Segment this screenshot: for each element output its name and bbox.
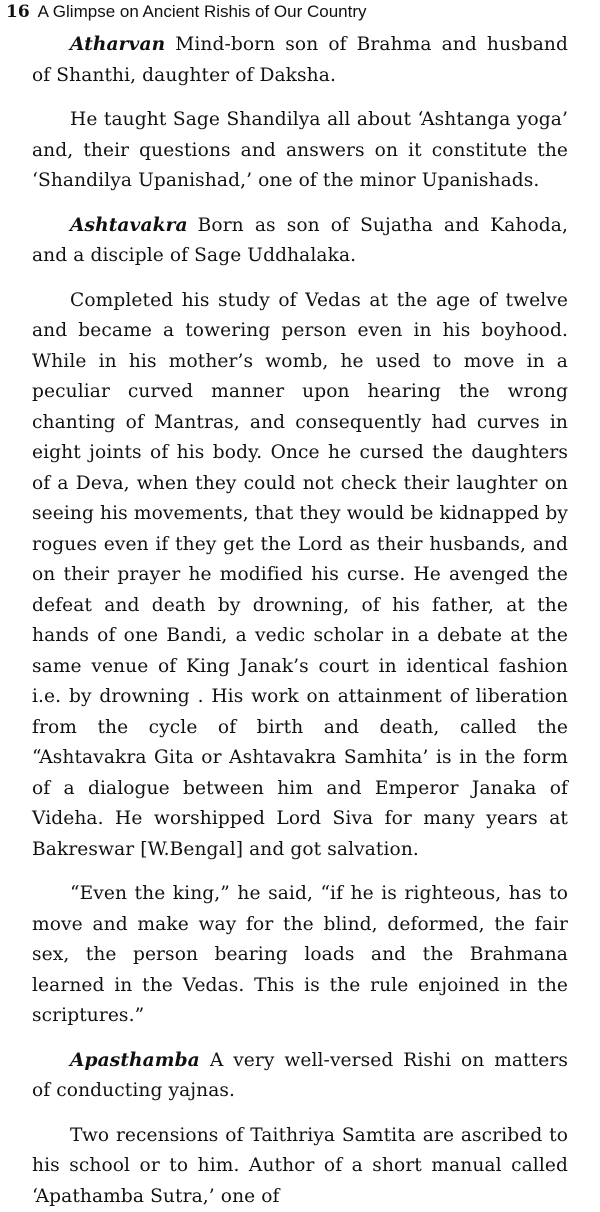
entry-term-atharvan: Atharvan xyxy=(70,34,165,55)
paragraph-text: Completed his study of Vedas at the age of twelve and became a towering person even in his boyhood. While in his mother’s womb, he used to move in a peculiar curved manner upon hearing the wrong chanting of Mantras, and consequently had curves in eight joints of his body. Once he cursed the daughters of a Deva, when they could not check their laughter on seeing his movements, that they would be kidnapped by rogues even if they get the Lord as their husbands, and on their prayer he modified his curse. He avenged the defeat and death by drowning, of his father, at the hands of one Bandi, a vedic scholar in a debate at the same venue of King Janak’s court in identical fashion i.e. by drowning . His work on attainment of liberation from the cycle of birth and death, called the “Ashtavakra Gita or Ashtavakra Samhita’ is in the form of a dialogue between him and Emperor Janaka of Videha. He worshipped Lord Siva for many years at Bakreswar [W.Bengal] and got salvation. xyxy=(32,290,568,860)
entry-term-apasthamba: Apasthamba xyxy=(70,1050,200,1071)
body-paragraph xyxy=(32,1121,568,1212)
entry-paragraph-apasthamba xyxy=(32,1046,568,1107)
paragraph-text: Mind-born son of Brahma and husband of Shanthi, daughter of Daksha. xyxy=(32,34,568,86)
body-paragraph xyxy=(32,286,568,866)
page-number: 16 xyxy=(6,2,30,22)
paragraph-text: A very well-versed Rishi on matters of conducting yajnas. xyxy=(32,1050,568,1102)
paragraph-text: Born as son of Sujatha and Kahoda, and a disciple of Sage Uddhalaka. xyxy=(32,215,568,267)
entry-term-ashtavakra: Ashtavakra xyxy=(70,215,188,236)
quote-paragraph xyxy=(32,879,568,1032)
entry-paragraph-ashtavakra xyxy=(32,211,568,272)
page-body xyxy=(32,30,568,1212)
page-header xyxy=(6,2,366,22)
paragraph-text: Two recensions of Taithriya Samtita are ascribed to his school or to him. Author of a short manual called ‘Apathamba Sutra,’ one of xyxy=(32,1125,568,1207)
entry-paragraph-atharvan xyxy=(32,30,568,91)
paragraph-text: “Even the king,” he said, “if he is righteous, has to move and make way for the blind, deformed, the fair sex, the person bearing loads and the Brahmana learned in the Vedas. This is the rule enjoined in the scriptures.” xyxy=(32,883,568,1026)
paragraph-text: He taught Sage Shandilya all about ‘Ashtanga yoga’ and, their questions and answers on it constitute the ‘Shandilya Upanishad,’ one of the minor Upanishads. xyxy=(32,109,568,191)
body-paragraph xyxy=(32,105,568,197)
running-title: A Glimpse on Ancient Rishis of Our Country xyxy=(38,2,367,21)
